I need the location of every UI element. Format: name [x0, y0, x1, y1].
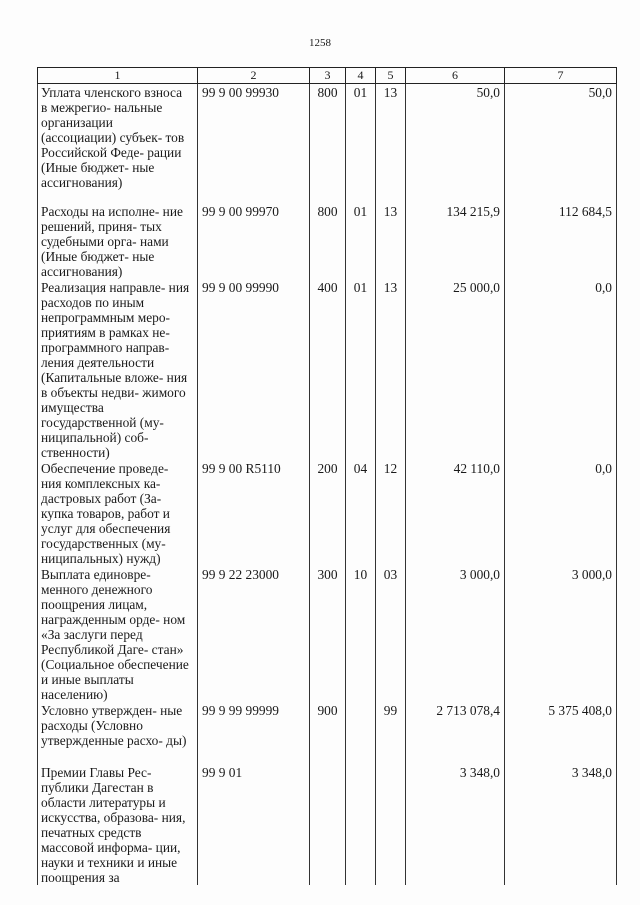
column-header: 4 [346, 68, 376, 84]
expense-type: 800 [310, 203, 346, 279]
subsection: 99 [376, 702, 406, 764]
expense-name: Премии Главы Рес- публики Дагестан в области литературы и искусства, образова- ния, печатных средств массовой информа- ции, науки и техники и иные поощрения за [38, 764, 198, 885]
table-row [38, 84, 617, 204]
expense-name: Уплата членского взноса в межрегио- нальные организации (ассоциации) субъек- тов Российской Феде- рации (Иные бюджет- ные ассигнования) [38, 84, 198, 204]
expense-name: Условно утвержден- ные расходы (Условно утвержденные расхо- ды) [38, 702, 198, 764]
target-code: 99 9 99 99999 [198, 702, 310, 764]
amount-col6: 25 000,0 [406, 279, 505, 460]
subsection [376, 764, 406, 885]
column-header: 6 [406, 68, 505, 84]
table-row [38, 764, 617, 885]
table-row [38, 702, 617, 764]
column-header: 5 [376, 68, 406, 84]
expense-type: 800 [310, 84, 346, 204]
expense-name: Расходы на исполне- ние решений, приня- тых судебными орга- нами (Иные бюджет- ные ассигнования) [38, 203, 198, 279]
section [346, 764, 376, 885]
amount-col7: 112 684,5 [505, 203, 617, 279]
budget-table [37, 67, 617, 885]
amount-col6: 134 215,9 [406, 203, 505, 279]
section: 01 [346, 279, 376, 460]
amount-col7: 50,0 [505, 84, 617, 204]
amount-col6: 42 110,0 [406, 460, 505, 566]
amount-col6: 50,0 [406, 84, 505, 204]
table-row [38, 279, 617, 460]
amount-col7: 0,0 [505, 279, 617, 460]
amount-col6: 3 000,0 [406, 566, 505, 702]
expense-type: 300 [310, 566, 346, 702]
target-code: 99 9 01 [198, 764, 310, 885]
expense-type: 200 [310, 460, 346, 566]
table-row [38, 203, 617, 279]
header-row [38, 68, 617, 84]
target-code: 99 9 00 R5110 [198, 460, 310, 566]
subsection: 13 [376, 203, 406, 279]
column-header: 3 [310, 68, 346, 84]
target-code: 99 9 22 23000 [198, 566, 310, 702]
expense-type: 400 [310, 279, 346, 460]
amount-col6: 2 713 078,4 [406, 702, 505, 764]
table-row [38, 460, 617, 566]
target-code: 99 9 00 99990 [198, 279, 310, 460]
column-header: 1 [38, 68, 198, 84]
subsection: 13 [376, 279, 406, 460]
subsection: 13 [376, 84, 406, 204]
amount-col7: 5 375 408,0 [505, 702, 617, 764]
subsection: 03 [376, 566, 406, 702]
section: 10 [346, 566, 376, 702]
section [346, 702, 376, 764]
amount-col7: 0,0 [505, 460, 617, 566]
amount-col7: 3 000,0 [505, 566, 617, 702]
target-code: 99 9 00 99930 [198, 84, 310, 204]
section: 01 [346, 84, 376, 204]
section: 04 [346, 460, 376, 566]
column-header: 7 [505, 68, 617, 84]
section: 01 [346, 203, 376, 279]
subsection: 12 [376, 460, 406, 566]
amount-col6: 3 348,0 [406, 764, 505, 885]
expense-type: 900 [310, 702, 346, 764]
expense-name: Выплата единовре- менного денежного поощрения лицам, награжденным орде- ном «За заслуги перед Республикой Даге- стан» (Социальное обеспечение и иные выплаты населению) [38, 566, 198, 702]
column-header: 2 [198, 68, 310, 84]
target-code: 99 9 00 99970 [198, 203, 310, 279]
expense-name: Реализация направле- ния расходов по иным непрограммным меро- приятиям в рамках не- программного направ- ления деятельности (Капитальные вложе- ния в объекты недви- жимого имущества государственной (му- ниципальной) соб- ственности) [38, 279, 198, 460]
expense-name: Обеспечение проведе- ния комплексных ка- дастровых работ (За- купка товаров, работ и услуг для обеспечения государственных (му- ниципальных) нужд) [38, 460, 198, 566]
page-number: 1258 [309, 37, 331, 49]
expense-type [310, 764, 346, 885]
amount-col7: 3 348,0 [505, 764, 617, 885]
table-row [38, 566, 617, 702]
